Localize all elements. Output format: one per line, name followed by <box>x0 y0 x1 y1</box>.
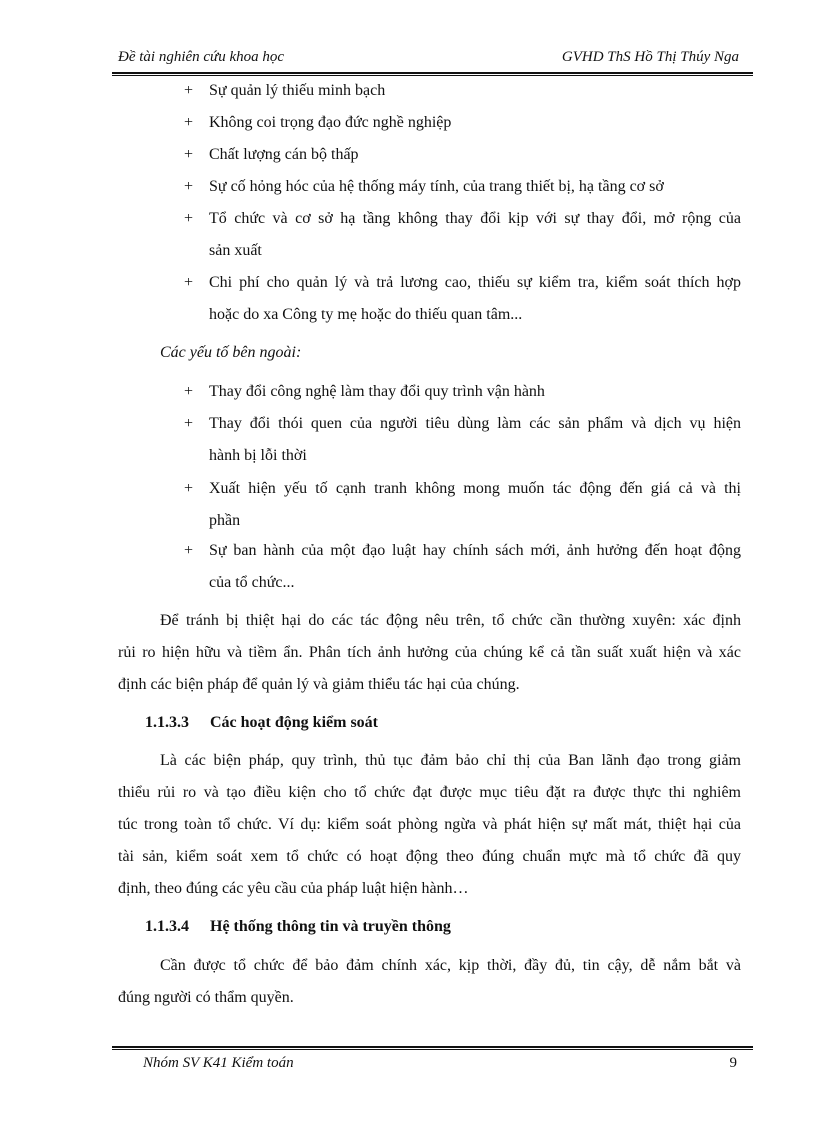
header-advisor: GVHD ThS Hồ Thị Thúy Nga <box>561 49 739 65</box>
paragraph-line: Để tránh bị thiệt hại do các tác động nêu trên, tổ chức cần thường xuyên: xác định <box>160 612 741 629</box>
bullet-marker: + <box>184 274 194 291</box>
paragraph-line: Là các biện pháp, quy trình, thủ tục đảm bảo chỉ thị của Ban lãnh đạo trong giảm <box>160 752 741 769</box>
paragraph-line: thiểu rủi ro và tạo điều kiện cho tổ chức đạt được mục tiêu đặt ra được thực thi nghiêm <box>118 784 741 801</box>
page-header <box>118 47 739 71</box>
list-item: Thay đổi công nghệ làm thay đổi quy trình vận hành <box>209 383 545 400</box>
list-item: Sự ban hành của một đạo luật hay chính sách mới, ảnh hưởng đến hoạt động <box>209 542 741 559</box>
bullet-marker: + <box>184 480 194 497</box>
paragraph-line: định, theo đúng các yêu cầu của pháp luật hiện hành… <box>118 880 469 897</box>
list-item: Tổ chức và cơ sở hạ tầng không thay đổi kịp với sự thay đổi, mở rộng của <box>209 210 741 227</box>
list-item-continuation: phần <box>209 512 241 529</box>
list-item: Sự quản lý thiếu minh bạch <box>209 82 386 99</box>
footer-divider-thin <box>112 1049 753 1050</box>
section-title: Các hoạt động kiểm soát <box>210 714 379 731</box>
list-item-continuation: hành bị lỗi thời <box>209 447 307 464</box>
list-item: Chi phí cho quản lý và trả lương cao, thiếu sự kiểm tra, kiểm soát thích hợp <box>209 274 741 291</box>
page-number: 9 <box>729 1055 737 1071</box>
paragraph-line: túc trong toàn tổ chức. Ví dụ: kiểm soát phòng ngừa và phát hiện sự mất mát, thiệt hại của <box>118 816 741 833</box>
bullet-marker: + <box>184 146 194 163</box>
paragraph-line: tài sản, kiểm soát xem tổ chức có hoạt động theo đúng chuẩn mực mà tổ chức đã quy <box>118 848 741 865</box>
list-item: Sự cố hỏng hóc của hệ thống máy tính, của trang thiết bị, hạ tầng cơ sở <box>209 178 664 195</box>
header-divider <box>112 72 753 74</box>
list-item: Thay đổi thói quen của người tiêu dùng làm các sản phẩm và dịch vụ hiện <box>209 415 741 432</box>
section-number: 1.1.3.3 <box>145 714 189 731</box>
list-item-continuation: của tổ chức... <box>209 574 295 591</box>
external-factors-heading: Các yếu tố bên ngoài: <box>160 344 302 361</box>
bullet-marker: + <box>184 114 194 131</box>
paragraph-line: đúng người có thẩm quyền. <box>118 989 294 1006</box>
list-item-continuation: sản xuất <box>209 242 262 259</box>
paragraph-line: định các biện pháp để quản lý và giảm thiểu tác hại của chúng. <box>118 676 520 693</box>
bullet-marker: + <box>184 178 194 195</box>
bullet-marker: + <box>184 542 194 559</box>
bullet-marker: + <box>184 383 194 400</box>
footer-divider <box>112 1046 753 1048</box>
section-title: Hệ thống thông tin và truyền thông <box>210 918 451 935</box>
paragraph-line: Cần được tổ chức để bảo đảm chính xác, kịp thời, đầy đủ, tin cậy, dễ nắm bắt và <box>160 957 741 974</box>
section-number: 1.1.3.4 <box>145 918 189 935</box>
footer-group: Nhóm SV K41 Kiểm toán <box>143 1055 294 1071</box>
paragraph-line: rủi ro hiện hữu và tiềm ẩn. Phân tích ảnh hưởng của chúng kể cả tần suất xuất hiện và xác <box>118 644 741 661</box>
header-title: Đề tài nghiên cứu khoa học <box>118 49 285 65</box>
header-divider-thin <box>112 75 753 76</box>
bullet-marker: + <box>184 415 194 432</box>
list-item: Không coi trọng đạo đức nghề nghiệp <box>209 114 452 131</box>
list-item: Chất lượng cán bộ thấp <box>209 146 359 163</box>
bullet-marker: + <box>184 82 194 99</box>
list-item: Xuất hiện yếu tố cạnh tranh không mong muốn tác động đến giá cả và thị <box>209 480 741 497</box>
list-item-continuation: hoặc do xa Công ty mẹ hoặc do thiếu quan tâm... <box>209 306 523 323</box>
bullet-marker: + <box>184 210 194 227</box>
